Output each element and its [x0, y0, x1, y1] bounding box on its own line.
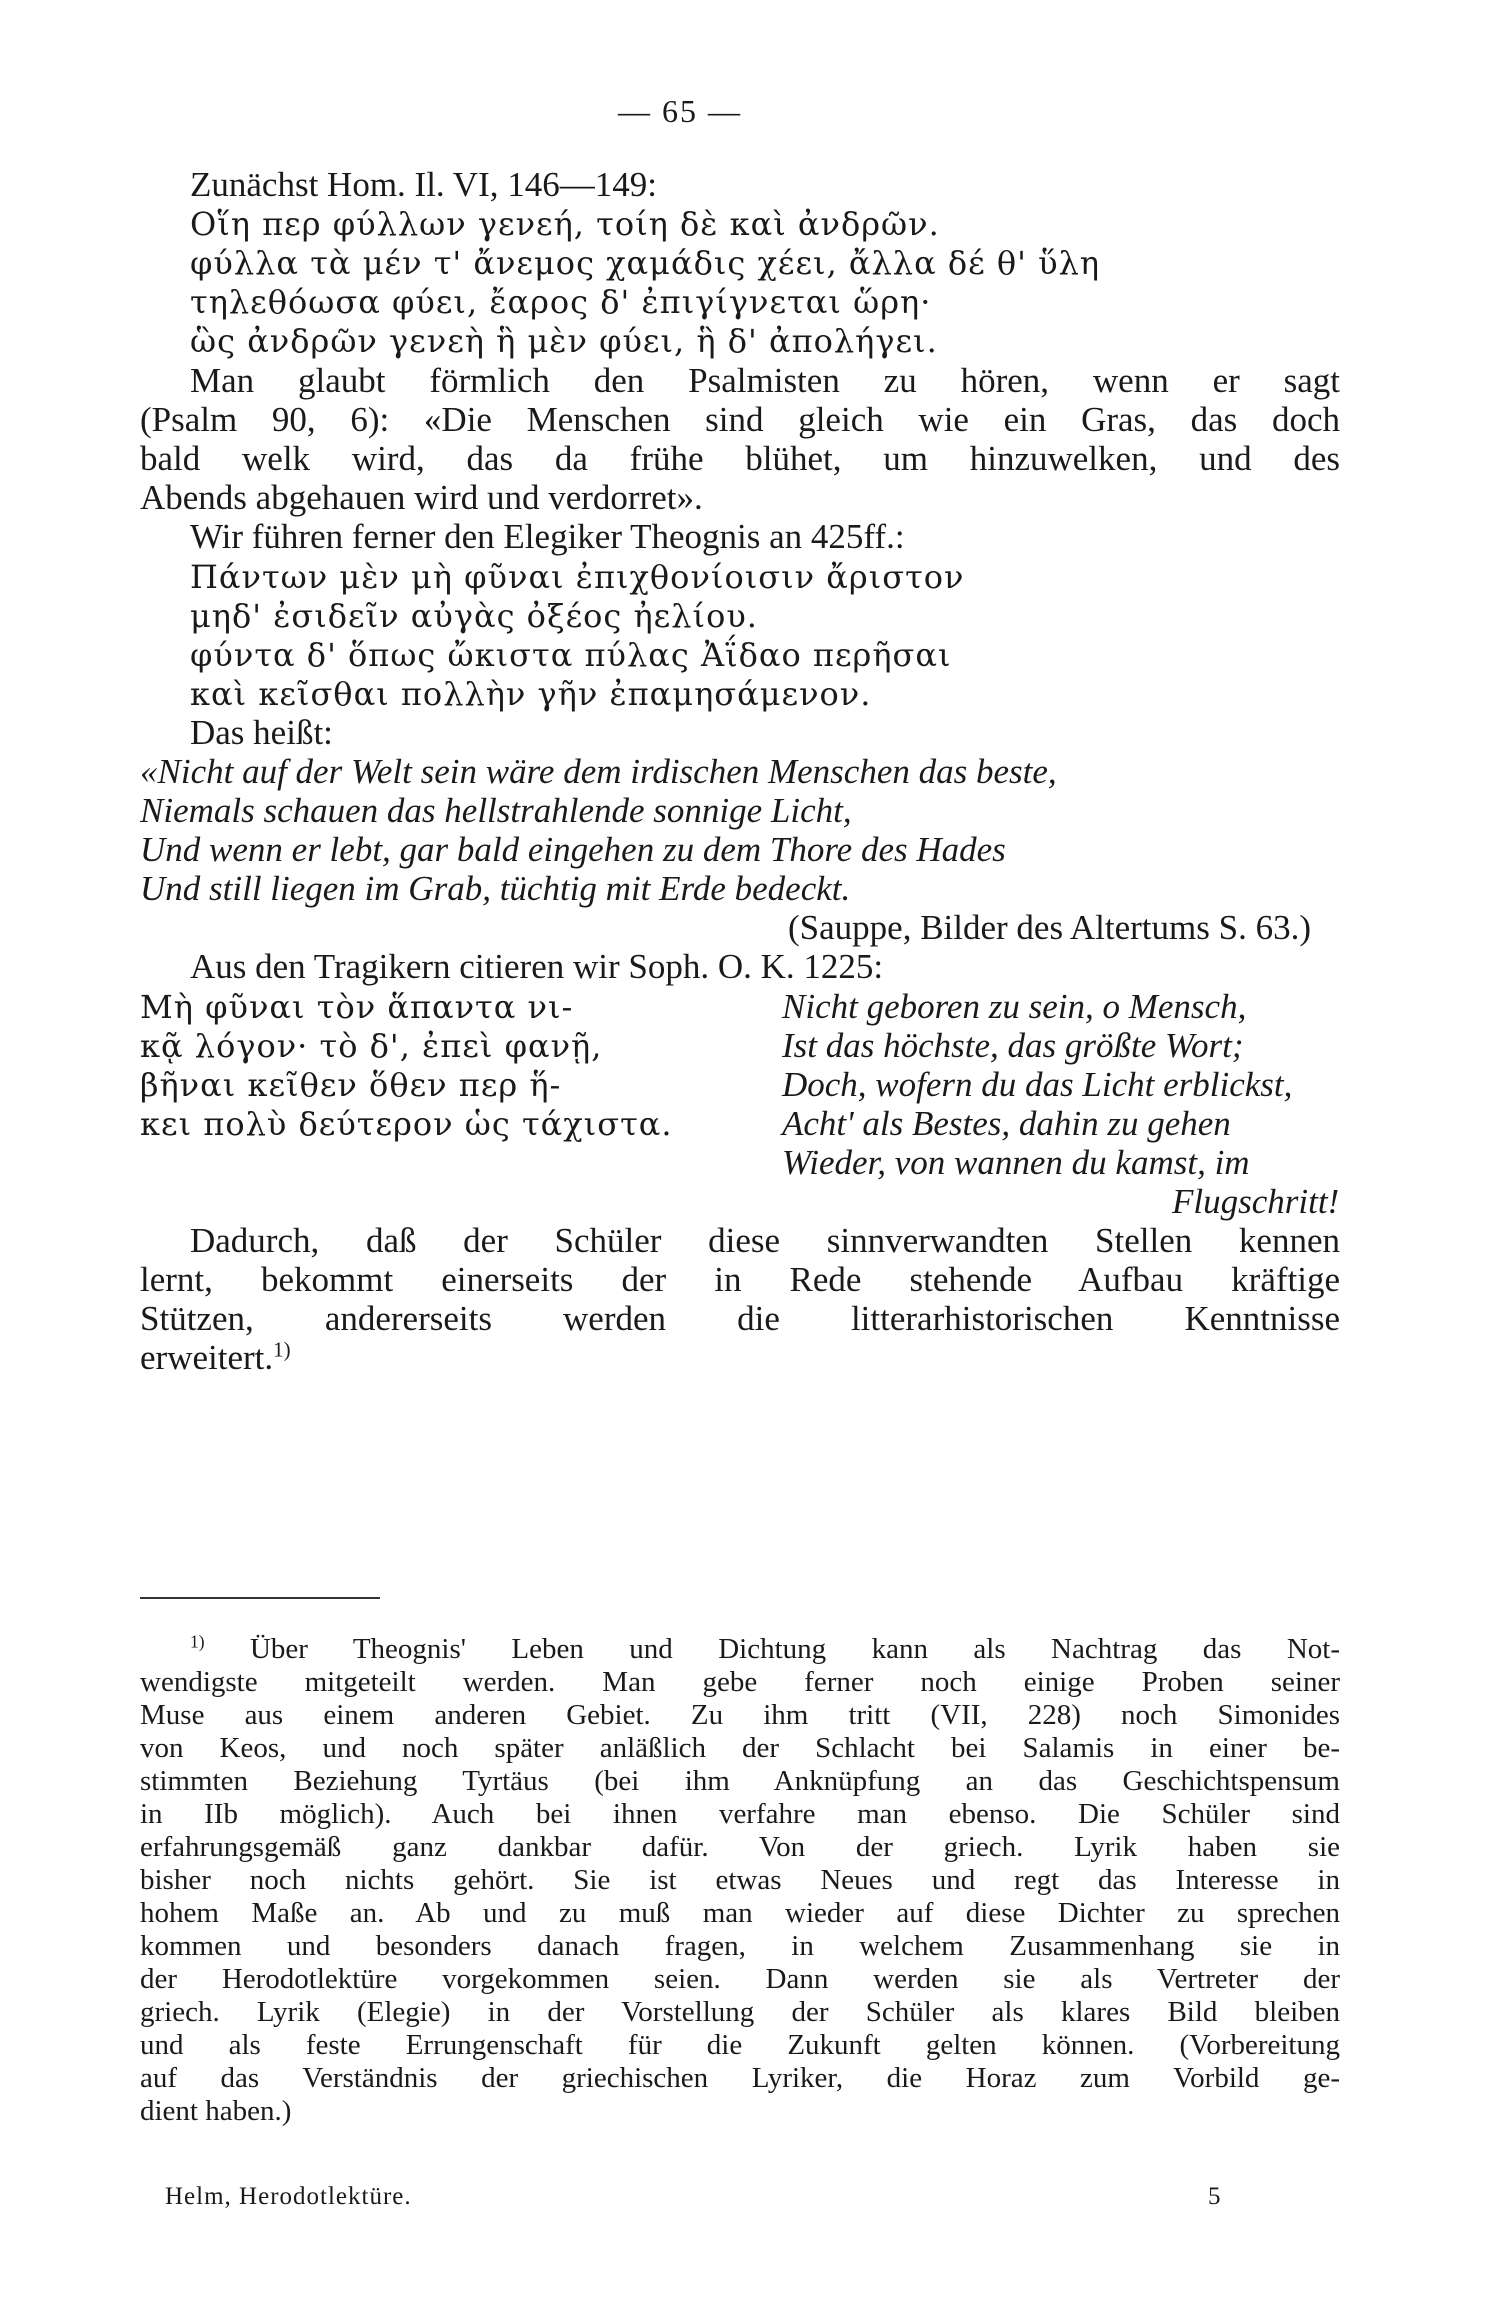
psalm-paragraph-line: (Psalm 90, 6): «Die Menschen sind gleich wie ein Gras, das doch [140, 400, 1340, 439]
theognis-greek-line: καὶ κεῖσθαι πολλὴν γῆν ἐπαμησάμενον. [190, 675, 872, 713]
sophocles-greek-line: Μὴ φῦναι τὸν ἅπαντα νι- [140, 988, 574, 1026]
homer-greek-line: φύλλα τὰ μέν τ' ἄνεμος χαμάδις χέει, ἄλλα δέ θ' ὕλη [190, 244, 1101, 282]
page-number: — 65 — [618, 93, 742, 129]
theognis-intro: Wir führen ferner den Elegiker Theognis an 425ff.: [190, 517, 905, 556]
footnote-line: in IIb möglich). Auch bei ihnen verfahre man ebenso. Die Schüler sind [140, 1798, 1340, 1830]
conclusion-line: Stützen, andererseits werden die litterarhistorischen Kenntnisse [140, 1299, 1340, 1338]
german-translation-line: Niemals schauen das hellstrahlende sonnige Licht, [140, 791, 852, 830]
sophocles-greek-line: βῆναι κεῖθεν ὅθεν περ ἥ- [140, 1066, 562, 1104]
footnote-ref: 1) [273, 1337, 291, 1362]
footnote-line: auf das Verständnis der griechischen Lyriker, die Horaz zum Vorbild ge- [140, 2062, 1340, 2094]
footnote-line: der Herodotlektüre vorgekommen seien. Dann werden sie als Vertreter der [140, 1963, 1340, 1995]
theognis-greek-line: φύντα δ' ὅπως ὤκιστα πύλας Ἀΐδαο περῆσαι [190, 636, 952, 674]
sophocles-greek-line: κᾷ λόγον· τὸ δ', ἐπεὶ φανῇ, [140, 1027, 603, 1065]
footnote-line: stimmten Beziehung Tyrtäus (bei ihm Anknüpfung an das Geschichtspensum [140, 1765, 1340, 1797]
sophocles-german-line: Wieder, von wannen du kamst, im [782, 1143, 1250, 1182]
theognis-greek-line: μηδ' ἐσιδεῖν αὐγὰς ὀξέος ἠελίου. [190, 597, 758, 635]
das-heisst: Das heißt: [190, 713, 333, 752]
footnote-line: griech. Lyrik (Elegie) in der Vorstellung der Schüler als klares Bild bleiben [140, 1996, 1340, 2028]
footnote-line: und als feste Errungenschaft für die Zukunft gelten können. (Vorbereitung [140, 2029, 1340, 2061]
conclusion-last: erweitert. [140, 1338, 274, 1377]
footnote-marker: 1) [190, 1631, 205, 1652]
footnote-divider [140, 1597, 380, 1599]
intro-line: Zunächst Hom. Il. VI, 146—149: [190, 165, 657, 204]
german-translation-line: Und still liegen im Grab, tüchtig mit Erde bedeckt. [140, 869, 851, 908]
footnote-line: hohem Maße an. Ab und zu muß man wieder auf diese Dichter zu sprechen [140, 1897, 1340, 1929]
sophocles-intro: Aus den Tragikern citieren wir Soph. O. K. 1225: [190, 947, 884, 986]
sophocles-greek-line: κει πολὺ δεύτερον ὡς τάχιστα. [140, 1105, 673, 1143]
footnote-line: dient haben.) [140, 2095, 292, 2127]
footer-author-title: Helm, Herodotlektüre. [165, 2183, 412, 2210]
footnote-line: bisher noch nichts gehört. Sie ist etwas Neues und regt das Interesse in [140, 1864, 1340, 1896]
german-translation-line: «Nicht auf der Welt sein wäre dem irdischen Menschen das beste, [140, 752, 1057, 791]
german-translation-line: Und wenn er lebt, gar bald eingehen zu dem Thore des Hades [140, 830, 1006, 869]
footnote-line [190, 1633, 1340, 1666]
footer-signature-number: 5 [1208, 2183, 1221, 2210]
footnote-line: Muse aus einem anderen Gebiet. Zu ihm tritt (VII, 228) noch Simonides [140, 1699, 1340, 1731]
footnote-line: erfahrungsgemäß ganz dankbar dafür. Von der griech. Lyrik haben sie [140, 1831, 1340, 1863]
sophocles-german-line: Nicht geboren zu sein, o Mensch, [782, 987, 1247, 1026]
sophocles-german-line: Ist das höchste, das größte Wort; [782, 1026, 1244, 1065]
theognis-greek-line: Πάντων μὲν μὴ φῦναι ἐπιχθονίοισιν ἄριστον [190, 558, 965, 596]
homer-greek-line: τηλεθόωσα φύει, ἔαρος δ' ἐπιγίγνεται ὥρη· [190, 283, 932, 321]
conclusion-line [140, 1337, 291, 1379]
sophocles-german-line: Acht' als Bestes, dahin zu gehen [782, 1104, 1231, 1143]
homer-greek-line: ὣς ἀνδρῶν γενεὴ ἣ μὲν φύει, ἣ δ' ἀπολήγει. [190, 322, 938, 360]
footnote-line: wendigste mitgeteilt werden. Man gebe ferner noch einige Proben seiner [140, 1666, 1340, 1698]
footnote-text: Über Theognis' Leben und Dichtung kann als Nachtrag das Not- [249, 1633, 1340, 1665]
footnote-line: von Keos, und noch später anläßlich der Schlacht bei Salamis in einer be- [140, 1732, 1340, 1764]
sophocles-german-line: Doch, wofern du das Licht erblickst, [782, 1065, 1293, 1104]
sophocles-german-line: Flugschritt! [1172, 1182, 1340, 1221]
conclusion-line: lernt, bekommt einerseits der in Rede stehende Aufbau kräftige [140, 1260, 1340, 1299]
conclusion-line: Dadurch, daß der Schüler diese sinnverwandten Stellen kennen [190, 1221, 1340, 1260]
psalm-paragraph-line: bald welk wird, das da frühe blühet, um hinzuwelken, und des [140, 439, 1340, 478]
footnote-line: kommen und besonders danach fragen, in welchem Zusammenhang sie in [140, 1930, 1340, 1962]
citation: (Sauppe, Bilder des Altertums S. 63.) [788, 908, 1312, 947]
psalm-paragraph-line: Man glaubt förmlich den Psalmisten zu hören, wenn er sagt [190, 361, 1340, 400]
homer-greek-line: Οἵη περ φύλλων γενεή, τοίη δὲ καὶ ἀνδρῶν. [190, 205, 940, 243]
psalm-paragraph-line: Abends abgehauen wird und verdorret». [140, 478, 703, 517]
